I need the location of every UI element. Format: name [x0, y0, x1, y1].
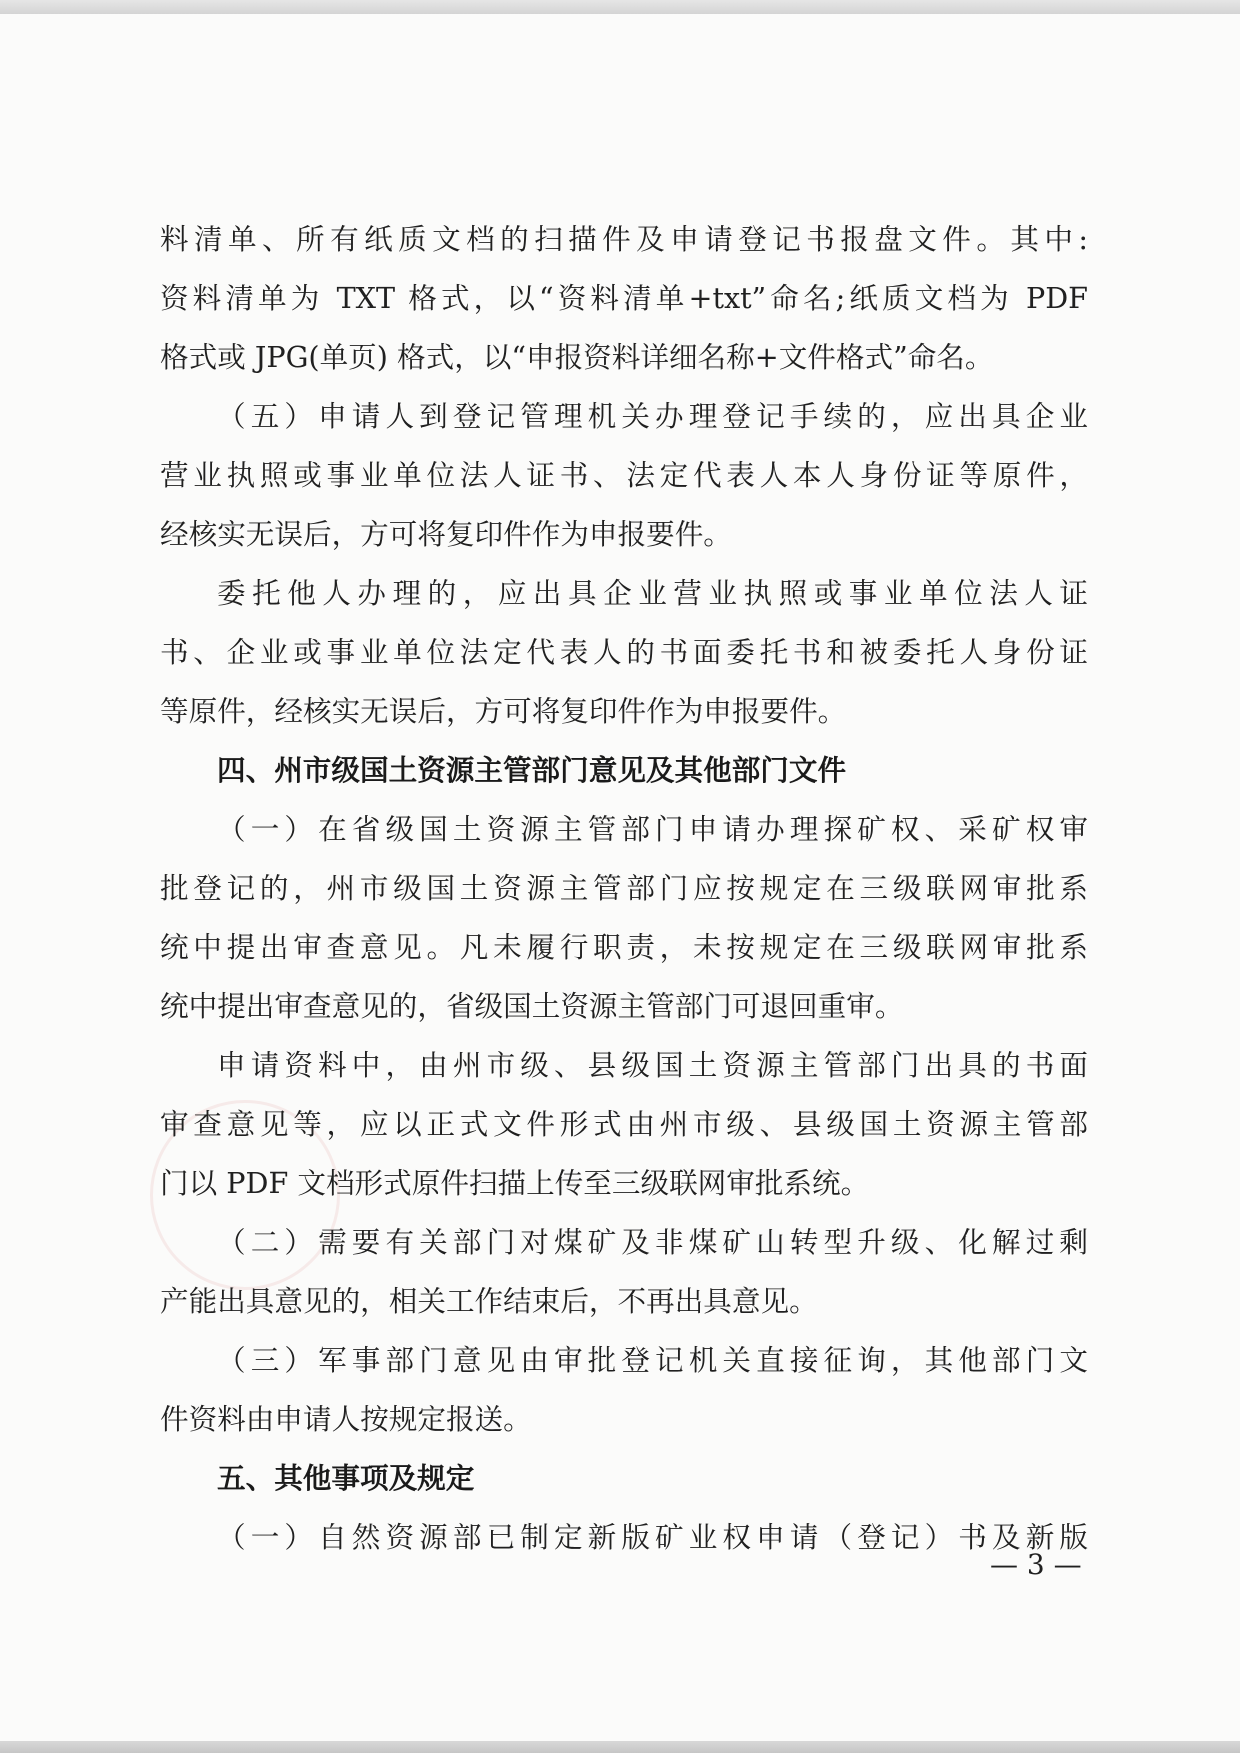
paragraph-line: 营业执照或事业单位法人证书、法定代表人本人身份证等原件，	[160, 458, 1088, 492]
paragraph-line: 统中提出审查意见的，省级国土资源主管部门可退回重审。	[160, 989, 904, 1023]
paragraph-line: 产能出具意见的，相关工作结束后，不再出具意见。	[160, 1284, 818, 1318]
page-number: — 3 —	[990, 1548, 1082, 1581]
paragraph-line: 等原件，经核实无误后，方可将复印件作为申报要件。	[160, 694, 847, 728]
paragraph-line: 审查意见等，应以正式文件形式由州市级、县级国土资源主管部	[160, 1107, 1088, 1141]
section-heading: 五、其他事项及规定	[217, 1461, 475, 1495]
document-body	[160, 210, 1088, 1567]
paragraph-line: 件资料由申请人按规定报送。	[160, 1402, 532, 1436]
paragraph-line: 委托他人办理的，应出具企业营业执照或事业单位法人证	[217, 576, 1088, 610]
scan-bottom-edge	[0, 1741, 1240, 1753]
paragraph-line: 书、企业或事业单位法定代表人的书面委托书和被委托人身份证	[160, 635, 1088, 669]
paragraph-line: 批登记的，州市级国土资源主管部门应按规定在三级联网审批系	[160, 871, 1088, 905]
paragraph-line: 资料清单为 TXT 格式，以“资料清单+txt”命名;纸质文档为 PDF	[160, 281, 1088, 315]
paragraph-line: （三）军事部门意见由审批登记机关直接征询，其他部门文	[217, 1343, 1088, 1377]
paragraph-line: 统中提出审查意见。凡未履行职责，未按规定在三级联网审批系	[160, 930, 1088, 964]
paragraph-line: 门以 PDF 文档形式原件扫描上传至三级联网审批系统。	[160, 1166, 870, 1200]
paragraph-line: （一）自然资源部已制定新版矿业权申请（登记）书及新版	[217, 1520, 1088, 1554]
scan-top-edge	[0, 0, 1240, 14]
paragraph-line: 申请资料中，由州市级、县级国土资源主管部门出具的书面	[217, 1048, 1088, 1082]
paragraph-line: （五）申请人到登记管理机关办理登记手续的，应出具企业	[217, 399, 1088, 433]
paragraph-line: 格式或 JPG(单页) 格式，以“申报资料详细名称+文件格式”命名。	[160, 340, 994, 374]
paragraph-line: （二）需要有关部门对煤矿及非煤矿山转型升级、化解过剩	[217, 1225, 1088, 1259]
paragraph-line: 料清单、所有纸质文档的扫描件及申请登记书报盘文件。其中:	[160, 222, 1088, 256]
paragraph-line: （一）在省级国土资源主管部门申请办理探矿权、采矿权审	[217, 812, 1088, 846]
section-heading: 四、州市级国土资源主管部门意见及其他部门文件	[217, 753, 847, 787]
paragraph-line: 经核实无误后，方可将复印件作为申报要件。	[160, 517, 732, 551]
